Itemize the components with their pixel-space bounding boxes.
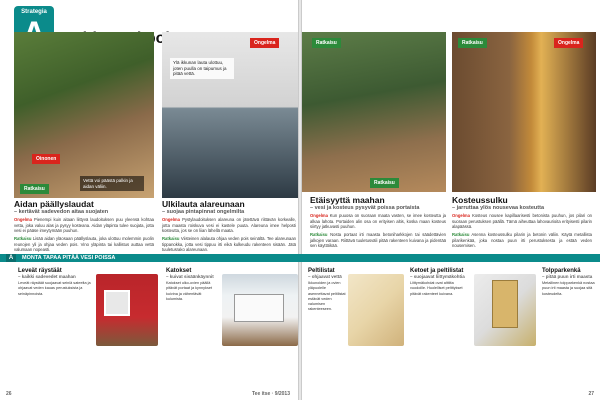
illustration-red-house bbox=[96, 274, 158, 346]
tip-joints bbox=[410, 268, 470, 388]
page-number-right: 27 bbox=[588, 391, 594, 397]
article-title: Etäisyyttä maahan bbox=[310, 195, 385, 205]
band-letter: A bbox=[6, 254, 16, 262]
tip-title: Peltilistat bbox=[308, 268, 335, 274]
problem-tag: Oinonen bbox=[32, 154, 60, 164]
tip-title: Ketoet ja peltilistat bbox=[410, 268, 464, 274]
tip-post-shoe bbox=[542, 268, 596, 388]
article-paragraph: Ratkaisu Asenna kosteussulku pilarin ja betonin väliin. Käytä metallista pilarikenkää, joka nostaa puun irti perustuksesta ja estää veden nousemisen. bbox=[452, 231, 592, 249]
bottom-strip bbox=[0, 262, 600, 400]
band-title: MONTA TAPAA PITÄÄ VESI POISSA bbox=[22, 255, 116, 261]
solution-tag: Ratkaisu bbox=[20, 184, 49, 194]
tip-title: Leveät räystäät bbox=[18, 268, 62, 274]
category-label: Strategia bbox=[21, 9, 47, 15]
article-paragraph: Ongelma Pystylaudoituksen alareuna on jätettävä riittävän korkealle, jotta maasta roiskuva vesi ei kastele puuta. Alareuna imee helposti kosteutta, jos se on liian lähellä maata. bbox=[162, 216, 296, 234]
article-moisture-barrier bbox=[452, 196, 592, 251]
tip-flashing bbox=[308, 268, 346, 388]
problem-tag: Ongelma bbox=[250, 38, 279, 48]
solution-tag: Ratkaisu bbox=[370, 178, 399, 188]
footer-note: Tee itse · 9/2013 bbox=[252, 391, 290, 397]
tip-text: Ikkunoiden ja ovien yläpuolelle asennettavat peltilistat estävät veden valumisen rakenteeseen. bbox=[308, 281, 346, 311]
article-paragraph: Ongelma Pienempi kuin aitaan liittyvä laudoituksen puu yleensä kohtaa vetta, joka valuu alas ja pysyy kosteana. Aidan yläpinta tulee suojata, jotta vesi ei pääse imeytymään puuhun. bbox=[14, 216, 154, 234]
illustration-flashing bbox=[348, 274, 404, 346]
solution-tag: Ratkaisu bbox=[312, 38, 341, 48]
article-bottom-board bbox=[162, 200, 296, 255]
tip-canopies bbox=[166, 268, 218, 388]
article-paragraph: Ratkaisu Nosta portaat irti maasta betoniharkkojen tai säädettävien jalkojen varaan. Riittävä tuuletusväli pitää rakenteen kuivana ja pidentää sen käyttöikää. bbox=[310, 231, 446, 249]
article-paragraph: Ratkaisu Viisteinen alalauta ohjaa veden pois seinältä. Tee alareunaan tippanokka, jotta vesi tippuu irti eikä kulkeudu rakenteen sisään. Jätä tuuletusrako alareunaan. bbox=[162, 235, 296, 253]
photo-caption: Ylä ikkunan lauta ulottuu, joten puulla on taipumus ja pitää vettä. bbox=[170, 58, 234, 79]
photo-stairs-man bbox=[302, 32, 446, 192]
photo-drilling-fence bbox=[14, 32, 154, 198]
article-fence bbox=[14, 200, 154, 255]
illustration-post-shoe bbox=[474, 274, 536, 346]
photo-window-board bbox=[162, 32, 298, 198]
article-stairs bbox=[310, 196, 446, 251]
tip-subtitle: – kuivat sisäänkäynnit bbox=[166, 274, 214, 280]
tip-title: Katokset bbox=[166, 268, 192, 274]
tip-eaves bbox=[18, 268, 92, 388]
article-subtitle: – kertävät sadevedon aitaa suojaten bbox=[14, 208, 109, 215]
tip-title: Tolpparkenkä bbox=[542, 268, 581, 274]
illustration-canopy bbox=[222, 274, 298, 346]
photo-post-base bbox=[452, 32, 596, 192]
article-title: Kosteussulku bbox=[452, 195, 508, 205]
photo-caption: Vettä voi päästä palkin ja aidan väliin. bbox=[80, 176, 144, 191]
tip-subtitle: – pitää puun irti maasta bbox=[542, 274, 593, 280]
tip-subtitle: – kaikki sadevedet maahan bbox=[18, 274, 76, 280]
article-title: Ulkilauta alareunaan bbox=[162, 199, 245, 209]
article-title: Aidan päällyslaudat bbox=[14, 199, 94, 209]
section-band bbox=[0, 254, 600, 262]
problem-tag: Ongelma bbox=[554, 38, 583, 48]
article-subtitle: – vesi ja kosteus pysyvät poissa portaista bbox=[310, 204, 420, 211]
tip-text: Liittymäkohdat ovat alttiita vuodoille. Huolelliset peltitykset pitävät rakenteet kuivana. bbox=[410, 281, 463, 296]
tip-text: Katokset ulko-ovien päällä pitävät portaat ja kynnykset kuivina ja vähentävät kulumista. bbox=[166, 281, 213, 301]
article-paragraph: Ongelma Kun puuosa on suoraan maata vasten, se imee kosteutta ja alkaa lahota. Portaiden alin osa on erityisen altis, koska maan kosteus siirtyy jatkuvasti puuhun. bbox=[310, 212, 446, 230]
window-shape bbox=[104, 290, 130, 316]
article-paragraph: Ongelma Kosteus nousee kapillaarisesti betonista puuhun, jos pilari on suoraan perustuksen päällä. Tämä aiheuttaa lahovaurioita erityisesti pilarin alapäässä. bbox=[452, 212, 592, 230]
canopy-shape bbox=[234, 294, 284, 322]
tip-text: Leveät räystäät suojaavat seiniä sateelta ja ohjaavat veden kauas perustuksista ja seinäpinnoista. bbox=[18, 281, 91, 296]
tip-text: Metallinen tolpparkenkä nostaa puun irti maasta ja suojaa sitä kosteudelta. bbox=[542, 281, 595, 296]
article-paragraph: Ratkaisu Lisää aidan yläosaan päällyslauta, joka ulottuu molemmin puolin reunojen yli ja ohjaa veden pois. Vino yläpinta tai kallistus auttaa vettä valumaan nopeasti. bbox=[14, 235, 154, 253]
tip-subtitle: – suojaavat liittymäkohtia bbox=[410, 274, 465, 280]
article-subtitle: – jarruttaa ylös nousevaa kosteutta bbox=[452, 204, 545, 211]
solution-tag: Ratkaisu bbox=[458, 38, 487, 48]
post-shape bbox=[492, 280, 518, 328]
article-subtitle: – suojaa pintapinnat ongelmilta bbox=[162, 208, 245, 215]
tip-subtitle: – ohjaavat vettä bbox=[308, 274, 342, 280]
page-number-left: 26 bbox=[6, 391, 12, 397]
